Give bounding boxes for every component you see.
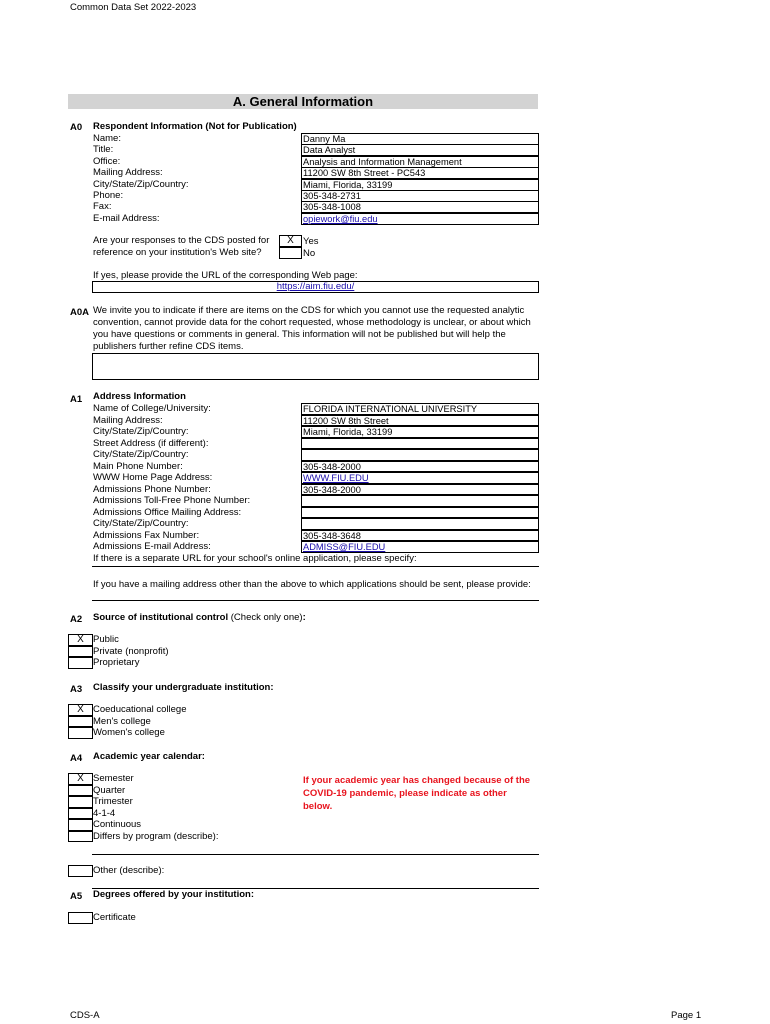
a1-field-label: City/State/Zip/Country: bbox=[93, 426, 189, 437]
a1-field-label: Admissions Fax Number: bbox=[93, 529, 200, 541]
footer-section-code: CDS-A bbox=[70, 1010, 100, 1021]
a0-field-value-text: 305-348-1008 bbox=[303, 202, 361, 213]
a1-field-value[interactable] bbox=[301, 541, 539, 553]
a4-option-checkbox[interactable] bbox=[68, 796, 93, 808]
a1-field-value-text: 305-348-3648 bbox=[303, 530, 361, 541]
a0-yes-label: Yes bbox=[303, 236, 319, 247]
a1-field-value[interactable] bbox=[301, 438, 539, 450]
a0-no-label: No bbox=[303, 248, 316, 259]
item-number-a5: A5 bbox=[70, 891, 83, 902]
a1-field-value-text: FLORIDA INTERNATIONAL UNIVERSITY bbox=[303, 404, 478, 414]
a1-field-label: Admissions Phone Number: bbox=[93, 483, 211, 495]
a4-option-checkbox[interactable] bbox=[68, 808, 93, 820]
a4-other-label: Other (describe): bbox=[93, 865, 165, 876]
a0-field-value[interactable] bbox=[301, 213, 539, 225]
a1-heading: Address Information bbox=[93, 391, 186, 402]
a0-field-value[interactable] bbox=[301, 133, 539, 145]
a1-mailing-line[interactable] bbox=[92, 600, 539, 601]
a1-field-value-text: 11200 SW 8th Street bbox=[303, 415, 389, 426]
a0-url-link[interactable]: https://aim.fiu.edu/ bbox=[276, 281, 355, 292]
a4-other-checkbox[interactable] bbox=[68, 865, 93, 877]
a3-option-checkbox[interactable]: X bbox=[68, 704, 93, 716]
a1-field-value[interactable] bbox=[301, 472, 539, 484]
item-number-a4: A4 bbox=[70, 753, 83, 764]
a1-field-value-text[interactable]: WWW.FIU.EDU bbox=[303, 473, 369, 483]
a2-heading-bold: Source of institutional control bbox=[93, 612, 229, 623]
a4-option-label: Quarter bbox=[93, 784, 126, 796]
a1-field-label: City/State/Zip/Country: bbox=[93, 518, 189, 529]
a1-field-value[interactable] bbox=[301, 449, 539, 461]
a4-option-label: Continuous bbox=[93, 819, 142, 830]
a0-field-value-text: Analysis and Information Management bbox=[303, 156, 462, 167]
a4-covid-note-line: If your academic year has changed because of the bbox=[303, 775, 531, 786]
a0-field-label: Phone: bbox=[93, 190, 124, 201]
a0-field-label: Mailing Address: bbox=[93, 167, 163, 179]
a0-field-value[interactable] bbox=[301, 144, 539, 156]
a0-field-label: Fax: bbox=[93, 201, 112, 213]
a0-field-value-text: Miami, Florida, 33199 bbox=[303, 179, 393, 190]
item-number-a1: A1 bbox=[70, 394, 83, 405]
a1-field-value-text: 305-348-2000 bbox=[303, 484, 361, 495]
a1-field-value[interactable] bbox=[301, 461, 539, 473]
a4-option-checkbox[interactable]: X bbox=[68, 773, 93, 785]
a1-field-label: Name of College/University: bbox=[93, 403, 211, 414]
a1-field-label: Mailing Address: bbox=[93, 414, 163, 426]
a0-question-line2: reference on your institution's Web site? bbox=[93, 247, 262, 258]
item-number-a0: A0 bbox=[70, 122, 83, 133]
a3-option-label: Men's college bbox=[93, 715, 151, 727]
a4-option-checkbox[interactable] bbox=[68, 819, 93, 831]
a1-mailing-text: If you have a mailing address other than the above to which applications should be sent, please provide: bbox=[93, 579, 531, 590]
a0-field-value-text: Danny Ma bbox=[303, 134, 346, 144]
a0-field-value-text: 11200 SW 8th Street - PC543 bbox=[303, 168, 426, 179]
a1-field-label: Admissions Office Mailing Address: bbox=[93, 506, 242, 518]
a0-field-label: Title: bbox=[93, 144, 114, 156]
a1-field-value[interactable] bbox=[301, 507, 539, 519]
a1-field-label: WWW Home Page Address: bbox=[93, 472, 213, 483]
a0-heading: Respondent Information (Not for Publication) bbox=[93, 121, 297, 132]
a0a-text-line: publishers further refine CDS items. bbox=[93, 341, 244, 352]
a4-option-checkbox[interactable] bbox=[68, 785, 93, 797]
a1-field-value[interactable] bbox=[301, 426, 539, 438]
a0-field-label: Office: bbox=[93, 155, 121, 167]
a1-field-value-text: Miami, Florida, 33199 bbox=[303, 427, 393, 437]
a1-field-label: Main Phone Number: bbox=[93, 460, 183, 472]
a5-heading: Degrees offered by your institution: bbox=[93, 889, 254, 900]
a1-field-label: Admissions Toll-Free Phone Number: bbox=[93, 495, 251, 506]
a1-field-label: Street Address (if different): bbox=[93, 437, 209, 449]
document-header: Common Data Set 2022-2023 bbox=[70, 2, 197, 13]
a4-option-label: 4-1-4 bbox=[93, 807, 116, 819]
a1-field-value[interactable] bbox=[301, 484, 539, 496]
a4-option-label: Trimester bbox=[93, 796, 133, 807]
a2-heading-note: (Check only one) bbox=[228, 612, 303, 623]
a1-field-value[interactable] bbox=[301, 518, 539, 530]
a4-option-label: Differs by program (describe): bbox=[93, 830, 219, 842]
a3-option-checkbox[interactable] bbox=[68, 727, 93, 739]
a1-field-value[interactable] bbox=[301, 415, 539, 427]
a4-option-checkbox[interactable] bbox=[68, 831, 93, 843]
a1-online-app-line[interactable] bbox=[92, 566, 539, 567]
a4-covid-note-line: below. bbox=[303, 801, 333, 812]
a2-option-label: Proprietary bbox=[93, 657, 140, 668]
a0-yes-checkbox[interactable]: X bbox=[279, 235, 302, 247]
a0-field-value[interactable] bbox=[301, 156, 539, 168]
a0-field-label: City/State/Zip/Country: bbox=[93, 178, 189, 190]
a0-field-value-text: 305-348-2731 bbox=[303, 191, 361, 201]
a0-field-value[interactable] bbox=[301, 167, 539, 179]
a4-describe-line[interactable] bbox=[92, 854, 539, 855]
a2-option-checkbox[interactable] bbox=[68, 657, 93, 669]
a3-heading: Classify your undergraduate institution: bbox=[93, 682, 274, 693]
a2-heading bbox=[93, 612, 306, 623]
a0a-text-line: convention, cannot provide data for the cohort requested, whose methodology is unclear, or about which bbox=[93, 317, 531, 328]
item-number-a2: A2 bbox=[70, 614, 83, 625]
a1-field-label: Admissions E-mail Address: bbox=[93, 541, 211, 552]
a0-field-value[interactable] bbox=[301, 190, 539, 202]
a2-option-checkbox[interactable]: X bbox=[68, 634, 93, 646]
a0-no-checkbox[interactable] bbox=[279, 247, 302, 259]
a0-field-value-text[interactable]: opiework@fiu.edu bbox=[303, 213, 378, 224]
a0-field-value[interactable] bbox=[301, 201, 539, 213]
a1-field-value[interactable] bbox=[301, 495, 539, 507]
a1-field-value-text[interactable]: ADMISS@FIU.EDU bbox=[303, 542, 386, 552]
a1-field-value[interactable] bbox=[301, 403, 539, 415]
a3-option-label: Coeducational college bbox=[93, 704, 187, 715]
a3-option-checkbox[interactable] bbox=[68, 716, 93, 728]
a1-online-app-text: If there is a separate URL for your school's online application, please specify: bbox=[93, 553, 417, 564]
a0-field-label: E-mail Address: bbox=[93, 212, 160, 224]
a0-field-label: Name: bbox=[93, 133, 121, 144]
a4-covid-note-line: COVID-19 pandemic, please indicate as other bbox=[303, 788, 507, 799]
a4-option-label: Semester bbox=[93, 773, 134, 784]
a0-field-value[interactable] bbox=[301, 179, 539, 191]
a3-option-label: Women's college bbox=[93, 727, 165, 738]
a0-url-prompt: If yes, please provide the URL of the corresponding Web page: bbox=[93, 270, 358, 281]
a0-question-line1: Are your responses to the CDS posted for bbox=[93, 235, 270, 246]
a2-option-label: Private (nonprofit) bbox=[93, 645, 169, 657]
a2-heading-colon: : bbox=[302, 612, 306, 623]
section-title-bar bbox=[68, 94, 538, 109]
section-title: A. General Information bbox=[232, 94, 374, 109]
a2-option-label: Public bbox=[93, 634, 119, 645]
a5-option-checkbox[interactable] bbox=[68, 912, 93, 924]
a2-option-checkbox[interactable] bbox=[68, 646, 93, 658]
a0a-text-line: We invite you to indicate if there are items on the CDS for which you cannot use the requested analytic bbox=[93, 305, 525, 316]
item-number-a0a: A0A bbox=[70, 307, 90, 318]
a5-option-label: Certificate bbox=[93, 912, 136, 923]
footer-page-number: Page 1 bbox=[671, 1010, 702, 1021]
a0a-text-line: you have questions or comments in general. This information will not be published but will help the bbox=[93, 329, 506, 340]
a0-url-field[interactable] bbox=[92, 281, 539, 293]
a1-field-value-text: 305-348-2000 bbox=[303, 461, 361, 472]
a1-field-value[interactable] bbox=[301, 530, 539, 542]
a4-heading: Academic year calendar: bbox=[93, 751, 205, 762]
a0-field-value-text: Data Analyst bbox=[303, 145, 356, 156]
item-number-a3: A3 bbox=[70, 684, 83, 695]
a0a-response-box[interactable] bbox=[92, 353, 539, 380]
a1-field-label: City/State/Zip/Country: bbox=[93, 449, 189, 460]
